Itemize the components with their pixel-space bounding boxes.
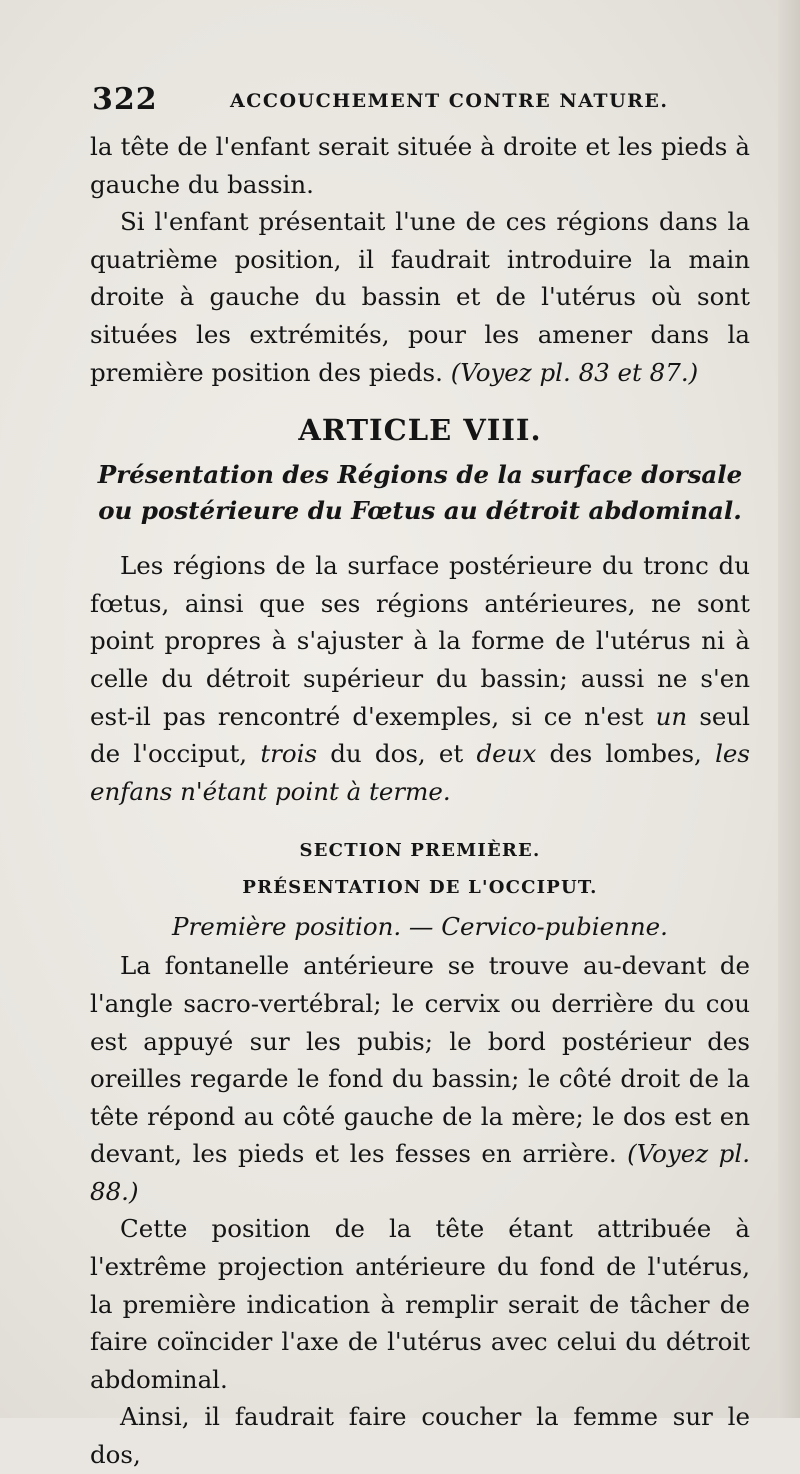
page-body (90, 128, 750, 1474)
paragraph-text: Les régions de la surface postérieure du tronc du fœtus, ainsi que ses régions antérieures, ne sont point propres à s'ajuster à la forme de l'utérus ni à celle du détroit supérieur du bassin; aussi ne s'en est-il pas rencontré d'exemples, si ce n'est (90, 551, 750, 731)
article-heading: ARTICLE VIII. (298, 413, 542, 448)
section-heading: SECTION PREMIÈRE. (299, 840, 541, 862)
paragraph-text: du dos, et (330, 739, 464, 769)
page-gutter (778, 0, 800, 1418)
paragraph-continuation: la tête de l'enfant serait située à droite et les pieds à gauche du bassin. (90, 132, 750, 199)
subsection-heading: PRÉSENTATION DE L'OCCIPUT. (242, 877, 598, 899)
emphasis-text: un (655, 701, 688, 731)
emphasis-text: trois (260, 739, 318, 769)
running-title: ACCOUCHEMENT CONTRE NATURE. (230, 90, 669, 112)
paragraph-dorsal-regions (90, 547, 750, 810)
paragraph-text: Si l'enfant présentait l'une de ces régions dans la quatrième position, il faudrait introduire la main droite à gauche du bassin et de l'utérus où sont situées les extrémités, pour les amener dans la première position des pieds. (90, 207, 750, 387)
paragraph-fourth-position (90, 203, 750, 391)
paragraph-first-position (90, 947, 750, 1210)
plate-reference: (Voyez pl. 88.) (90, 1139, 750, 1206)
page-number: 322 (92, 82, 158, 117)
paragraph-text: seul de l'occiput, (90, 701, 750, 769)
paragraph-indication: Cette position de la tête étant attribuée à l'extrême projection antérieure du fond de l'utérus, la première indication à remplir serait de tâcher de faire coïncider l'axe de l'utérus avec celui du détroit abdominal. (90, 1214, 750, 1394)
position-heading: Première position. — Cervico-pubienne. (172, 912, 668, 942)
running-header (92, 82, 742, 118)
paragraph-final: Ainsi, il faudrait faire coucher la femme sur le dos, (90, 1402, 750, 1470)
emphasis-text: les enfans n'étant point à terme. (90, 739, 750, 806)
paragraph-text: La fontanelle antérieure se trouve au-devant de l'angle sacro-vertébral; le cervix ou derrière du cou est appuyé sur les pubis; le bord postérieur des oreilles regarde le fond du bassin; le côté droit de la tête répond au côté gauche de la mère; le dos est en devant, les pieds et les fesses en arrière. (90, 951, 750, 1169)
paragraph-text: des lombes, (549, 739, 702, 769)
emphasis-text: deux (476, 739, 537, 769)
plate-reference: (Voyez pl. 83 et 87.) (450, 357, 699, 387)
article-subtitle: Présentation des Régions de la surface dorsale ou postérieure du Fœtus au détroit abdominal. (97, 460, 743, 526)
